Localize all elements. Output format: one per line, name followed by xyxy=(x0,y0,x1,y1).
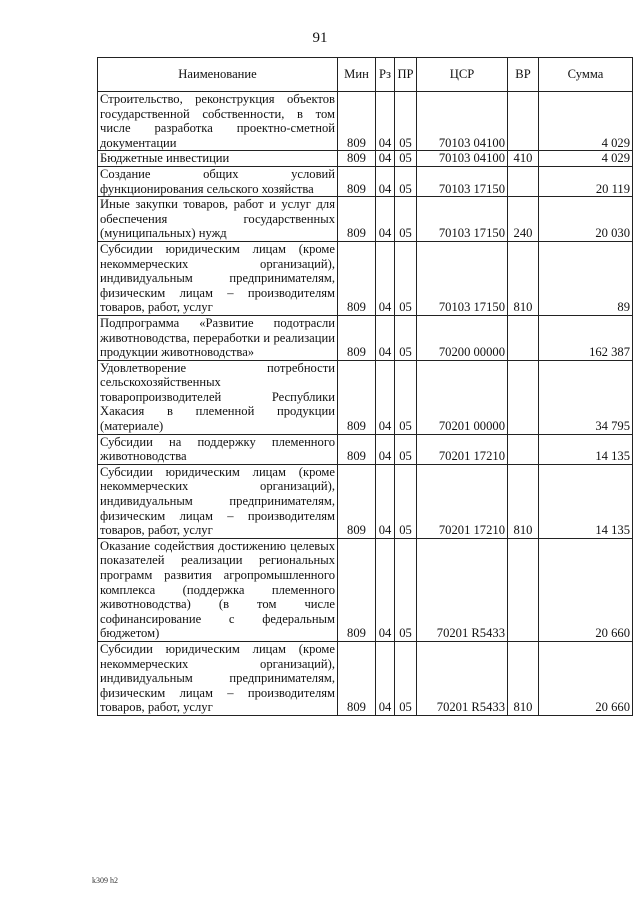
cell-name: Оказание содействия достижению целевых показателей реализации региональных программ развития агропромышленного комплекса (поддержка племенного животноводства) (в том числе софинансирование с федеральным бюджетом) xyxy=(98,538,338,641)
cell-sum: 20 030 xyxy=(539,197,633,242)
cell-rz: 04 xyxy=(376,166,395,196)
table-row xyxy=(98,538,633,641)
header-name: Наименование xyxy=(98,58,338,92)
cell-rz: 04 xyxy=(376,151,395,167)
cell-vr: 810 xyxy=(508,241,539,315)
cell-sum: 14 135 xyxy=(539,464,633,538)
cell-rz: 04 xyxy=(376,315,395,360)
cell-pr: 05 xyxy=(395,434,417,464)
cell-vr xyxy=(508,434,539,464)
cell-min: 809 xyxy=(338,197,376,242)
cell-sum: 20 119 xyxy=(539,166,633,196)
cell-sum: 34 795 xyxy=(539,360,633,434)
cell-min: 809 xyxy=(338,315,376,360)
table-row xyxy=(98,241,633,315)
header-row xyxy=(98,58,633,92)
cell-vr xyxy=(508,166,539,196)
cell-rz: 04 xyxy=(376,92,395,151)
cell-name: Субсидии юридическим лицам (кроме некоммерческих организаций), индивидуальным предпринимателям, физическим лицам – производителям товаров, работ, услуг xyxy=(98,641,338,715)
table-header xyxy=(98,58,633,92)
cell-name: Создание общих условий функционирования сельского хозяйства xyxy=(98,166,338,196)
cell-sum: 4 029 xyxy=(539,151,633,167)
cell-rz: 04 xyxy=(376,360,395,434)
cell-sum: 20 660 xyxy=(539,641,633,715)
cell-rz: 04 xyxy=(376,538,395,641)
header-vr: ВР xyxy=(508,58,539,92)
table-row xyxy=(98,315,633,360)
cell-csr: 70200 00000 xyxy=(417,315,508,360)
header-min: Мин xyxy=(338,58,376,92)
cell-pr: 05 xyxy=(395,197,417,242)
table-row xyxy=(98,151,633,167)
cell-sum: 89 xyxy=(539,241,633,315)
cell-csr: 70201 R5433 xyxy=(417,538,508,641)
cell-pr: 05 xyxy=(395,464,417,538)
cell-csr: 70201 17210 xyxy=(417,434,508,464)
cell-pr: 05 xyxy=(395,241,417,315)
table-row xyxy=(98,434,633,464)
cell-min: 809 xyxy=(338,166,376,196)
cell-vr xyxy=(508,538,539,641)
cell-sum: 14 135 xyxy=(539,434,633,464)
cell-name: Иные закупки товаров, работ и услуг для обеспечения государственных (муниципальных) нужд xyxy=(98,197,338,242)
cell-pr: 05 xyxy=(395,151,417,167)
cell-name: Бюджетные инвестиции xyxy=(98,151,338,167)
table-row xyxy=(98,641,633,715)
cell-rz: 04 xyxy=(376,464,395,538)
table-body xyxy=(98,92,633,716)
cell-name: Субсидии на поддержку племенного животноводства xyxy=(98,434,338,464)
cell-pr: 05 xyxy=(395,538,417,641)
cell-pr: 05 xyxy=(395,641,417,715)
table-row xyxy=(98,166,633,196)
header-sum: Сумма xyxy=(539,58,633,92)
cell-min: 809 xyxy=(338,434,376,464)
header-csr: ЦСР xyxy=(417,58,508,92)
cell-csr: 70201 00000 xyxy=(417,360,508,434)
cell-rz: 04 xyxy=(376,434,395,464)
cell-rz: 04 xyxy=(376,641,395,715)
cell-csr: 70103 17150 xyxy=(417,197,508,242)
cell-csr: 70103 04100 xyxy=(417,151,508,167)
cell-name: Подпрограмма «Развитие подотрасли животноводства, переработки и реализации продукции животноводства» xyxy=(98,315,338,360)
cell-min: 809 xyxy=(338,538,376,641)
cell-min: 809 xyxy=(338,241,376,315)
cell-pr: 05 xyxy=(395,92,417,151)
cell-pr: 05 xyxy=(395,166,417,196)
cell-pr: 05 xyxy=(395,360,417,434)
cell-min: 809 xyxy=(338,464,376,538)
cell-min: 809 xyxy=(338,151,376,167)
header-pr: ПР xyxy=(395,58,417,92)
cell-name: Субсидии юридическим лицам (кроме некоммерческих организаций), индивидуальным предпринимателям, физическим лицам – производителям товаров, работ, услуг xyxy=(98,464,338,538)
cell-csr: 70201 17210 xyxy=(417,464,508,538)
cell-csr: 70201 R5433 xyxy=(417,641,508,715)
page-number: 91 xyxy=(312,30,328,46)
header-rz: Рз xyxy=(376,58,395,92)
cell-pr: 05 xyxy=(395,315,417,360)
cell-vr xyxy=(508,360,539,434)
cell-vr: 810 xyxy=(508,641,539,715)
cell-vr: 240 xyxy=(508,197,539,242)
table-row xyxy=(98,360,633,434)
cell-csr: 70103 04100 xyxy=(417,92,508,151)
cell-vr: 410 xyxy=(508,151,539,167)
cell-min: 809 xyxy=(338,92,376,151)
cell-name: Субсидии юридическим лицам (кроме некоммерческих организаций), индивидуальным предпринимателям, физическим лицам – производителям товаров, работ, услуг xyxy=(98,241,338,315)
cell-csr: 70103 17150 xyxy=(417,166,508,196)
cell-sum: 4 029 xyxy=(539,92,633,151)
table-row xyxy=(98,197,633,242)
cell-min: 809 xyxy=(338,641,376,715)
cell-rz: 04 xyxy=(376,241,395,315)
cell-name: Удовлетворение потребности сельскохозяйственных товаропроизводителей Республики Хакасия в племенной продукции (материале) xyxy=(98,360,338,434)
cell-name: Строительство, реконструкция объектов государственной собственности, в том числе разработка проектно-сметной документации xyxy=(98,92,338,151)
table-row xyxy=(98,92,633,151)
cell-vr xyxy=(508,315,539,360)
footer-code: k309 h2 xyxy=(92,876,118,885)
budget-table xyxy=(97,57,633,716)
cell-vr xyxy=(508,92,539,151)
table-row xyxy=(98,464,633,538)
cell-sum: 162 387 xyxy=(539,315,633,360)
cell-sum: 20 660 xyxy=(539,538,633,641)
cell-min: 809 xyxy=(338,360,376,434)
cell-vr: 810 xyxy=(508,464,539,538)
cell-csr: 70103 17150 xyxy=(417,241,508,315)
cell-rz: 04 xyxy=(376,197,395,242)
